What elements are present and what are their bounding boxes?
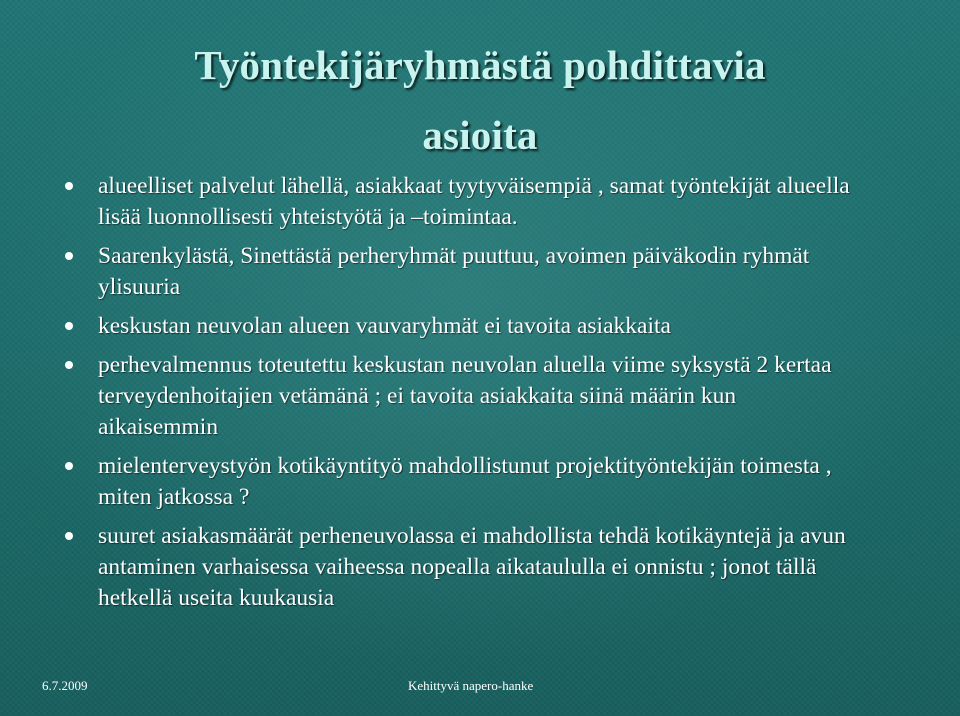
bullet-text: alueelliset palvelut lähellä, asiakkaat tyytyväisempiä , samat työntekijät alueella lisää luonnollisesti yhteistyötä ja –toimintaa. <box>98 173 850 230</box>
bullet-text: Saarenkylästä, Sinettästä perheryhmät puuttuu, avoimen päiväkodin ryhmät ylisuuria <box>98 243 810 300</box>
bullet-item <box>60 241 860 303</box>
slide-title-line-2: asioita <box>422 112 538 158</box>
bullet-text: keskustan neuvolan alueen vauvaryhmät ei tavoita asiakkaita <box>98 313 671 339</box>
bullet-list <box>60 171 860 622</box>
bullet-dot-icon <box>65 532 73 540</box>
bullet-item <box>60 350 860 443</box>
bullet-dot-icon <box>65 361 73 369</box>
bullet-dot-icon <box>65 182 73 190</box>
footer-project-name: Kehittyvä napero-hanke <box>408 678 534 693</box>
bullet-text: suuret asiakasmäärät perheneuvolassa ei mahdollista tehdä kotikäyntejä ja avun antaminen varhaisessa vaiheessa nopealla aikataululla ei onnistu ; jonot tällä hetkellä useita kuukausia <box>98 523 846 611</box>
bullet-dot-icon <box>65 252 73 260</box>
slide-title-line-1: Työntekijäryhmästä pohdittavia <box>194 42 766 88</box>
bullet-dot-icon <box>65 322 73 330</box>
bullet-item <box>60 451 860 513</box>
footer-date: 6.7.2009 <box>42 678 88 693</box>
bullet-item <box>60 311 860 342</box>
bullet-text: perhevalmennus toteutettu keskustan neuvolan aluella viime syksystä 2 kertaa terveydenhoitajien vetämänä ; ei tavoita asiakkaita siinä määrin kun aikaisemmin <box>98 352 832 440</box>
bullet-dot-icon <box>65 462 73 470</box>
bullet-item <box>60 521 860 614</box>
bullet-text: mielenterveystyön kotikäyntityö mahdollistunut projektityöntekijän toimesta , miten jatkossa ? <box>98 453 832 510</box>
slide-title <box>40 30 920 170</box>
bullet-item <box>60 171 860 233</box>
